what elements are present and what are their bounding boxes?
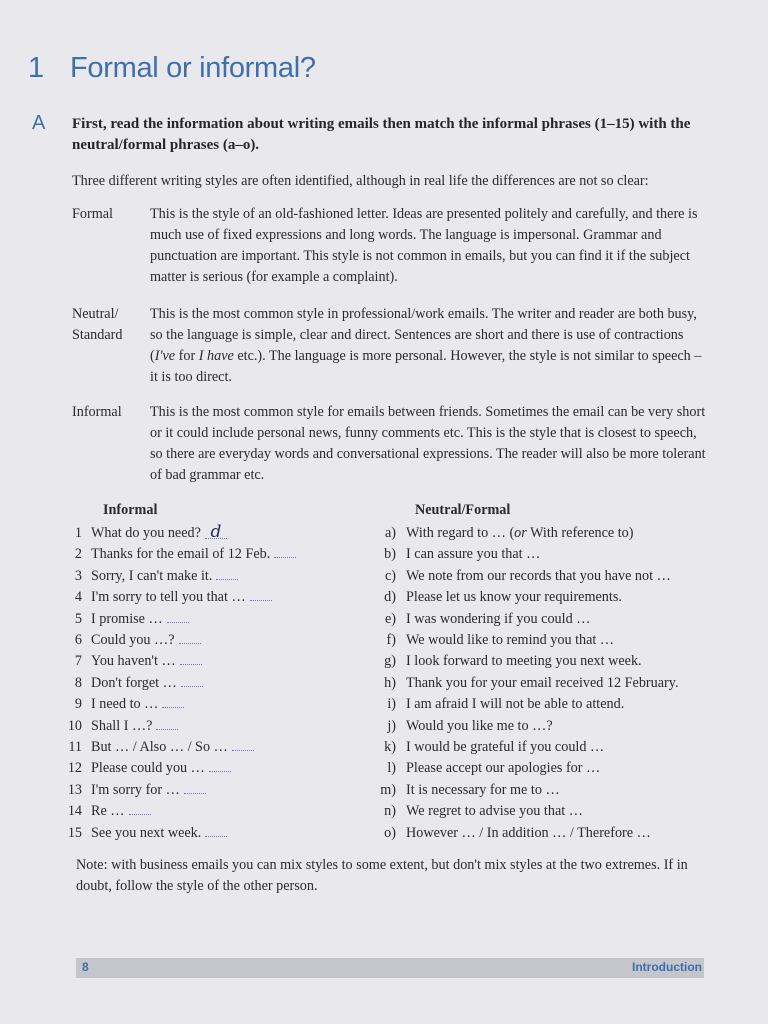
formal-item [374,523,634,544]
style-term-label: Formal [72,206,113,222]
item-number: 3 [74,567,82,584]
item-letter: f) [386,632,396,648]
answer-blank[interactable] [129,802,151,815]
item-letter: a) [384,525,396,541]
informal-item [60,630,201,651]
item-text: Sorry, I can't make it. [91,567,213,584]
formal-item [374,673,679,694]
item-text: I promise … [91,610,163,627]
style-term-label: Informal [72,404,122,420]
item-text: Please could you … [91,760,205,777]
item-text: Don't forget … [91,674,177,691]
style-desc-informal: This is the most common style for emails between friends. Sometimes the email can be very short or it could include personal news, funny comments etc. This is the style that is closest to speech, so there are everyday words and conversational expressions. The reader will also be more tolerant of bad grammar etc. [150,404,706,483]
answer-blank[interactable]: d [205,526,227,539]
item-text: However … / In addition … / Therefore … [406,824,651,841]
item-letter: n) [384,803,396,820]
informal-item [60,651,202,672]
item-number: 2 [74,546,82,563]
item-text: I was wondering if you could … [406,610,591,627]
unit-number: 1 [28,52,44,84]
informal-item [60,801,151,822]
item-letter: j) [387,717,396,734]
item-text: What do you need? [91,525,201,541]
item-text: I'm sorry for … [91,781,180,798]
item-text: We note from our records that you have not … [406,567,671,584]
item-letter: e) [384,610,396,627]
answer-blank[interactable] [274,545,296,558]
column-head-informal: Informal [103,502,158,518]
style-term-label: Standard [72,327,123,343]
formal-item [374,823,651,844]
item-number: 1 [74,525,82,541]
item-number: 11 [68,739,82,755]
formal-item [374,566,671,587]
item-text: With regard to … ( [406,525,515,541]
informal-item [60,673,203,694]
formal-item [374,801,583,822]
item-text: You haven't … [91,653,176,670]
page-number: 8 [82,960,89,974]
unit-heading [28,52,316,85]
item-text: Would you like me to …? [406,717,553,734]
item-number: 4 [74,589,82,606]
item-number: 13 [67,781,82,798]
item-letter: b) [384,546,396,563]
answer-blank[interactable] [184,781,206,794]
informal-item [60,758,231,779]
informal-item [60,716,178,737]
style-term-formal [72,204,148,225]
item-number: 7 [74,653,82,670]
answer-blank[interactable] [209,759,231,772]
answer-blank[interactable] [162,695,184,708]
informal-item [60,780,206,801]
style-term-label: Neutral/ [72,306,119,322]
item-number: 15 [67,824,82,841]
desc-italic: I've [154,348,176,364]
section-letter: A [32,112,46,134]
informal-item [60,523,227,544]
item-number: 14 [67,803,82,820]
item-text: Shall I …? [91,717,153,734]
item-text: See you next week. [91,824,202,841]
item-number: 5 [74,610,82,627]
column-head-formal: Neutral/Formal [415,502,511,518]
item-letter: o) [384,824,396,841]
desc-text: for [175,348,199,364]
formal-item [374,544,540,565]
section-instruction: First, read the information about writing emails then match the informal phrases (1–15) with the neutral/formal phrases (a–o). [72,116,691,153]
formal-item [374,587,622,608]
desc-text: etc.). The language is more personal. However, the style is not similar to speech – it is too direct. [150,348,702,385]
item-text: I'm sorry to tell you that … [91,589,246,606]
item-text: I would be grateful if you could … [406,739,605,755]
item-letter: m) [380,781,396,798]
answer-blank[interactable] [180,652,202,665]
item-letter: l) [387,760,396,777]
item-text: I can assure you that … [406,546,541,563]
answer-blank[interactable] [156,717,178,730]
item-text: Please let us know your requirements. [406,589,622,606]
formal-item [374,609,590,630]
style-desc-neutral [150,304,710,388]
answer-blank[interactable] [216,567,238,580]
desc-text: This is the most common style in professional/work emails. The writer and reader are both busy, so the language is simple, clear and direct. Sentences are short and there is use of contractions ( [150,306,697,364]
formal-item [374,737,604,758]
style-term-informal [72,402,148,423]
item-text: It is necessary for me to … [406,781,560,798]
section-intro: Three different writing styles are often identified, although in real life the differences are not so clear: [72,173,649,189]
answer-blank[interactable] [181,674,203,687]
item-letter: c) [384,567,396,584]
item-number: 10 [67,717,82,734]
formal-item [374,651,642,672]
style-desc-formal: This is the style of an old-fashioned letter. Ideas are presented politely and carefully, and there is much use of fixed expressions and long words. The language is impersonal. Grammar and punctuation are important. This style is not common in emails, but you can find it if the subject matter is serious (for example a complaint). [150,206,698,285]
desc-italic: I have [198,348,234,364]
item-text: Thank you for your email received 12 February. [406,674,679,691]
answer-blank[interactable] [205,824,227,837]
informal-item [60,823,227,844]
item-text: We would like to remind you that … [406,632,615,648]
formal-item [374,630,614,651]
item-text: I look forward to meeting you next week. [406,653,642,670]
informal-item [60,566,238,587]
informal-item [60,587,272,608]
item-number: 8 [74,674,82,691]
formal-item [374,758,600,779]
footer-bar [76,958,704,978]
item-text: We regret to advise you that … [406,803,583,820]
item-text: But … / Also … / So … [91,739,228,755]
style-term-neutral [72,304,148,346]
formal-item [374,780,560,801]
item-letter: d) [384,589,396,606]
formal-item [374,716,553,737]
item-letter: g) [384,653,396,670]
answer-blank[interactable] [250,588,272,601]
informal-item [60,694,184,715]
item-text: I need to … [91,696,159,713]
item-letter: i) [387,696,396,713]
formal-item [374,694,624,715]
item-letter: k) [384,739,396,755]
item-number: 9 [74,696,82,713]
item-letter: h) [384,674,396,691]
item-text: Please accept our apologies for … [406,760,601,777]
informal-item [60,609,189,630]
item-number: 6 [74,632,82,648]
note: Note: with business emails you can mix styles to some extent, but don't mix styles at the two extremes. If in doubt, follow the style of the other person. [76,857,688,894]
unit-title: Formal or informal? [70,52,316,84]
item-text: Thanks for the email of 12 Feb. [91,546,271,563]
item-text-italic: or [514,525,527,541]
item-text: I am afraid I will not be able to attend. [406,696,625,713]
answer-blank[interactable] [232,738,254,751]
item-text: With reference to) [526,525,634,541]
answer-blank[interactable] [167,610,189,623]
item-text: Could you …? [91,632,175,648]
informal-item [60,544,296,565]
footer-label: Introduction [632,960,702,974]
item-text: Re … [91,803,125,820]
answer-blank[interactable] [179,631,201,644]
informal-item [60,737,254,758]
item-number: 12 [67,760,82,777]
